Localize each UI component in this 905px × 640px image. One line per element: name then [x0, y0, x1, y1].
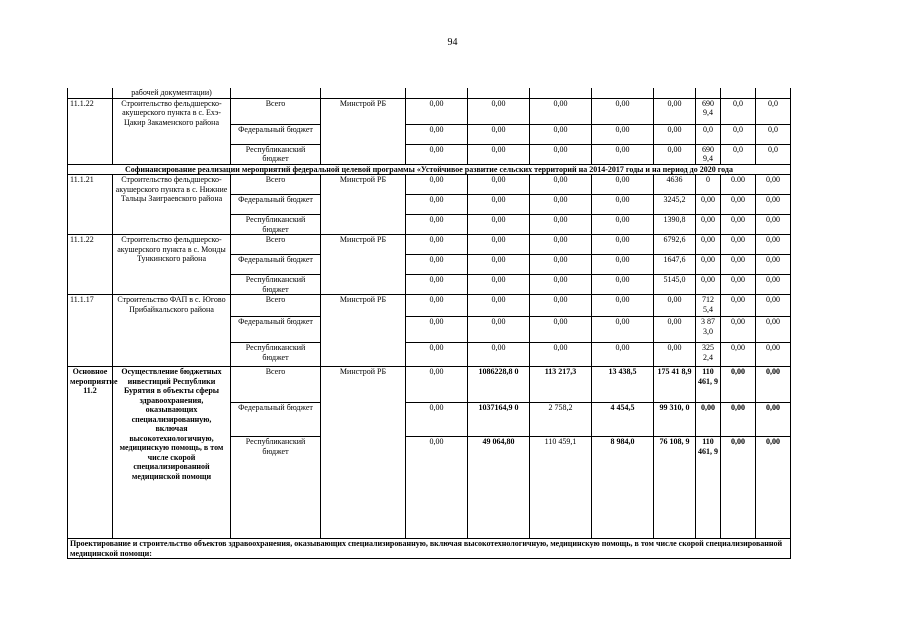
value-cell: 3245,2	[654, 195, 696, 215]
value-cell: 0,00	[592, 235, 654, 255]
value-cell: 0,00	[406, 195, 468, 215]
value-cell: 0,00	[406, 98, 468, 124]
funding-source: Всего	[231, 295, 321, 317]
value-cell: 0,00	[592, 343, 654, 367]
value-cell: 0,00	[592, 215, 654, 235]
value-cell: 6792,6	[654, 235, 696, 255]
value-cell: 0,00	[592, 124, 654, 144]
value-cell: 0,00	[468, 124, 530, 144]
value-cell: 0,00	[756, 275, 791, 295]
value-cell: 0,00	[654, 295, 696, 317]
value-cell: 99 310, 0	[654, 403, 696, 437]
value-cell: 0,00	[654, 124, 696, 144]
table-row	[68, 164, 791, 175]
value-cell: 49 064,80	[468, 437, 530, 539]
value-cell: 0,00	[530, 215, 592, 235]
value-cell: 0,00	[530, 98, 592, 124]
value-cell: 0,00	[406, 255, 468, 275]
table-row	[68, 367, 791, 403]
value-cell: 4636	[654, 175, 696, 195]
value-cell: 0,00	[406, 367, 468, 403]
value-cell: 0,00	[530, 195, 592, 215]
value-cell: 0,00	[756, 255, 791, 275]
value-cell: 0,00	[696, 195, 721, 215]
value-cell: 0,00	[721, 255, 756, 275]
value-cell: 0,00	[468, 98, 530, 124]
value-cell: 0,00	[530, 255, 592, 275]
measure-code: Основное мероприятие 11.2	[68, 367, 113, 539]
measure-name: Осуществление бюджетных инвестиций Республики Бурятия в объекты сферы здравоохранения, оказывающих специализированную, включая высокотехнологичную, медицинскую помощь, в том числе скорой специализированной медицинской помощи	[113, 367, 231, 539]
value-cell: 0,00	[468, 215, 530, 235]
funding-source: Республиканский бюджет	[231, 343, 321, 367]
value-cell: 5145,0	[654, 275, 696, 295]
value-cell: 0,00	[530, 275, 592, 295]
value-cell: 0,00	[654, 317, 696, 343]
value-cell: 712 5,4	[696, 295, 721, 317]
value-cell: 0,00	[721, 317, 756, 343]
executor: Минстрой РБ	[321, 367, 406, 539]
value-cell: 0,0	[756, 98, 791, 124]
value-cell: 175 41 8,9	[654, 367, 696, 403]
value-cell: 0,00	[756, 367, 791, 403]
value-cell: 0,00	[592, 275, 654, 295]
value-cell: 4 454,5	[592, 403, 654, 437]
table-row	[68, 235, 791, 255]
measure-code: 11.1.21	[68, 175, 113, 235]
value-cell: 0,00	[592, 317, 654, 343]
funding-source: Федеральный бюджет	[231, 255, 321, 275]
funding-source: Федеральный бюджет	[231, 403, 321, 437]
value-cell: 0,00	[406, 317, 468, 343]
value-cell: 0,00	[530, 235, 592, 255]
value-cell: 0,00	[530, 124, 592, 144]
funding-source: Федеральный бюджет	[231, 124, 321, 144]
value-cell: 690 9,4	[696, 98, 721, 124]
value-cell: 0,00	[696, 255, 721, 275]
funding-source: Республиканский бюджет	[231, 215, 321, 235]
value-cell: 1037164,9 0	[468, 403, 530, 437]
value-cell: 0,00	[530, 144, 592, 164]
value-cell: 0,00	[406, 403, 468, 437]
value-cell: 0,0	[696, 124, 721, 144]
measure-name: Строительство ФАП в с. Югово Прибайкальского района	[113, 295, 231, 367]
value-cell: 0,00	[696, 275, 721, 295]
value-cell: 8 984,0	[592, 437, 654, 539]
value-cell: 0,00	[654, 144, 696, 164]
table-row	[68, 539, 791, 559]
value-cell: 0,00	[696, 215, 721, 235]
value-cell: 0,00	[721, 343, 756, 367]
measure-name: Строительство фельдшерско-акушерского пункта в с. Нижние Тальцы Заиграевского района	[113, 175, 231, 235]
value-cell: 0,00	[756, 317, 791, 343]
value-cell: 0,00	[468, 295, 530, 317]
executor: Минстрой РБ	[321, 175, 406, 235]
funding-source: Всего	[231, 235, 321, 255]
value-cell: 0,00	[756, 403, 791, 437]
funding-source: Федеральный бюджет	[231, 317, 321, 343]
executor: Минстрой РБ	[321, 295, 406, 367]
value-cell: 0	[696, 175, 721, 195]
value-cell: 0,00	[592, 195, 654, 215]
value-cell: 0,00	[468, 255, 530, 275]
value-cell: 0,00	[756, 437, 791, 539]
value-cell: 0,00	[756, 195, 791, 215]
value-cell: 0,00	[468, 317, 530, 343]
value-cell: 0,00	[756, 175, 791, 195]
value-cell: 0,00	[530, 295, 592, 317]
value-cell: 0,00	[721, 437, 756, 539]
table-row	[68, 295, 791, 317]
measure-name: Строительство фельдшерско-акушерского пункта в с. Ехэ-Цакир Закаменского района	[113, 98, 231, 164]
value-cell: 690 9,4	[696, 144, 721, 164]
value-cell: 0,00	[721, 215, 756, 235]
value-cell: 0,00	[592, 255, 654, 275]
funding-source: Республиканский бюджет	[231, 437, 321, 539]
value-cell: 0,00	[592, 175, 654, 195]
value-cell: 0,00	[756, 295, 791, 317]
value-cell: 110 461, 9	[696, 367, 721, 403]
value-cell: 0,00	[592, 295, 654, 317]
value-cell: 0,00	[406, 144, 468, 164]
value-cell: 0,00	[756, 215, 791, 235]
value-cell: 0,0	[721, 124, 756, 144]
funding-source: Республиканский бюджет	[231, 275, 321, 295]
value-cell: 0,00	[468, 195, 530, 215]
funding-source: Всего	[231, 367, 321, 403]
value-cell: 110 461, 9	[696, 437, 721, 539]
value-cell: 1086228,8 0	[468, 367, 530, 403]
measure-name: Строительство фельдшерско-акушерского пункта в с. Монды Тункинского района	[113, 235, 231, 295]
value-cell: 0,00	[406, 437, 468, 539]
value-cell: 0,00	[530, 343, 592, 367]
table-row	[68, 175, 791, 195]
value-cell: 0,00	[721, 235, 756, 255]
footer-title: Проектирование и строительство объектов здравоохранения, оказывающих специализированную, включая высокотехнологичную, медицинскую помощь, в том числе скорой специализированной медицинской помощи:	[68, 539, 791, 559]
measure-code: 11.1.22	[68, 235, 113, 295]
funding-source: Республиканский бюджет	[231, 144, 321, 164]
value-cell: 0,00	[406, 124, 468, 144]
row-name: рабочей документации)	[113, 88, 231, 98]
value-cell: 0,00	[654, 98, 696, 124]
value-cell: 0,00	[592, 144, 654, 164]
value-cell: 2 758,2	[530, 403, 592, 437]
value-cell: 1647,6	[654, 255, 696, 275]
value-cell: 0,00	[468, 235, 530, 255]
value-cell: 0,00	[696, 235, 721, 255]
value-cell: 0,00	[406, 343, 468, 367]
funding-source: Всего	[231, 98, 321, 124]
page-number: 94	[447, 37, 458, 48]
value-cell: 0,0	[721, 144, 756, 164]
value-cell: 0,00	[530, 317, 592, 343]
value-cell: 0,00	[696, 403, 721, 437]
value-cell: 0,00	[406, 175, 468, 195]
funding-source: Всего	[231, 175, 321, 195]
value-cell: 0,0	[721, 98, 756, 124]
funding-source: Федеральный бюджет	[231, 195, 321, 215]
measure-code: 11.1.22	[68, 98, 113, 164]
value-cell: 0,00	[468, 343, 530, 367]
value-cell: 0,00	[530, 175, 592, 195]
value-cell: 113 217,3	[530, 367, 592, 403]
value-cell: 0.00	[721, 175, 756, 195]
value-cell: 0,00	[406, 215, 468, 235]
value-cell: 13 438,5	[592, 367, 654, 403]
value-cell: 0,0	[756, 144, 791, 164]
value-cell: 0,00	[721, 275, 756, 295]
measure-code: 11.1.17	[68, 295, 113, 367]
executor: Минстрой РБ	[321, 235, 406, 295]
value-cell: 1390,8	[654, 215, 696, 235]
executor: Минстрой РБ	[321, 98, 406, 164]
value-cell: 76 108, 9	[654, 437, 696, 539]
value-cell: 0,00	[468, 175, 530, 195]
value-cell: 325 2,4	[696, 343, 721, 367]
value-cell: 0,00	[721, 403, 756, 437]
value-cell: 0,00	[721, 295, 756, 317]
value-cell: 0,00	[406, 235, 468, 255]
value-cell: 0,00	[756, 343, 791, 367]
value-cell: 0,00	[468, 144, 530, 164]
value-cell: 0,00	[468, 275, 530, 295]
value-cell: 0,00	[592, 98, 654, 124]
value-cell: 0,00	[654, 343, 696, 367]
value-cell: 0,00	[721, 195, 756, 215]
value-cell: 0,00	[756, 235, 791, 255]
value-cell: 0,00	[721, 367, 756, 403]
value-cell: 0,0	[756, 124, 791, 144]
budget-table	[67, 88, 791, 559]
value-cell: 110 459,1	[530, 437, 592, 539]
table-row	[68, 88, 791, 98]
value-cell: 0,00	[406, 295, 468, 317]
table-row	[68, 98, 791, 124]
value-cell: 3 87 3,0	[696, 317, 721, 343]
value-cell: 0,00	[406, 275, 468, 295]
section-title: Софинансирование реализации мероприятий федеральной целевой программы «Устойчивое развитие сельских территорий на 2014-2017 годы и на период до 2020 года	[68, 164, 791, 175]
table-body	[68, 88, 791, 559]
